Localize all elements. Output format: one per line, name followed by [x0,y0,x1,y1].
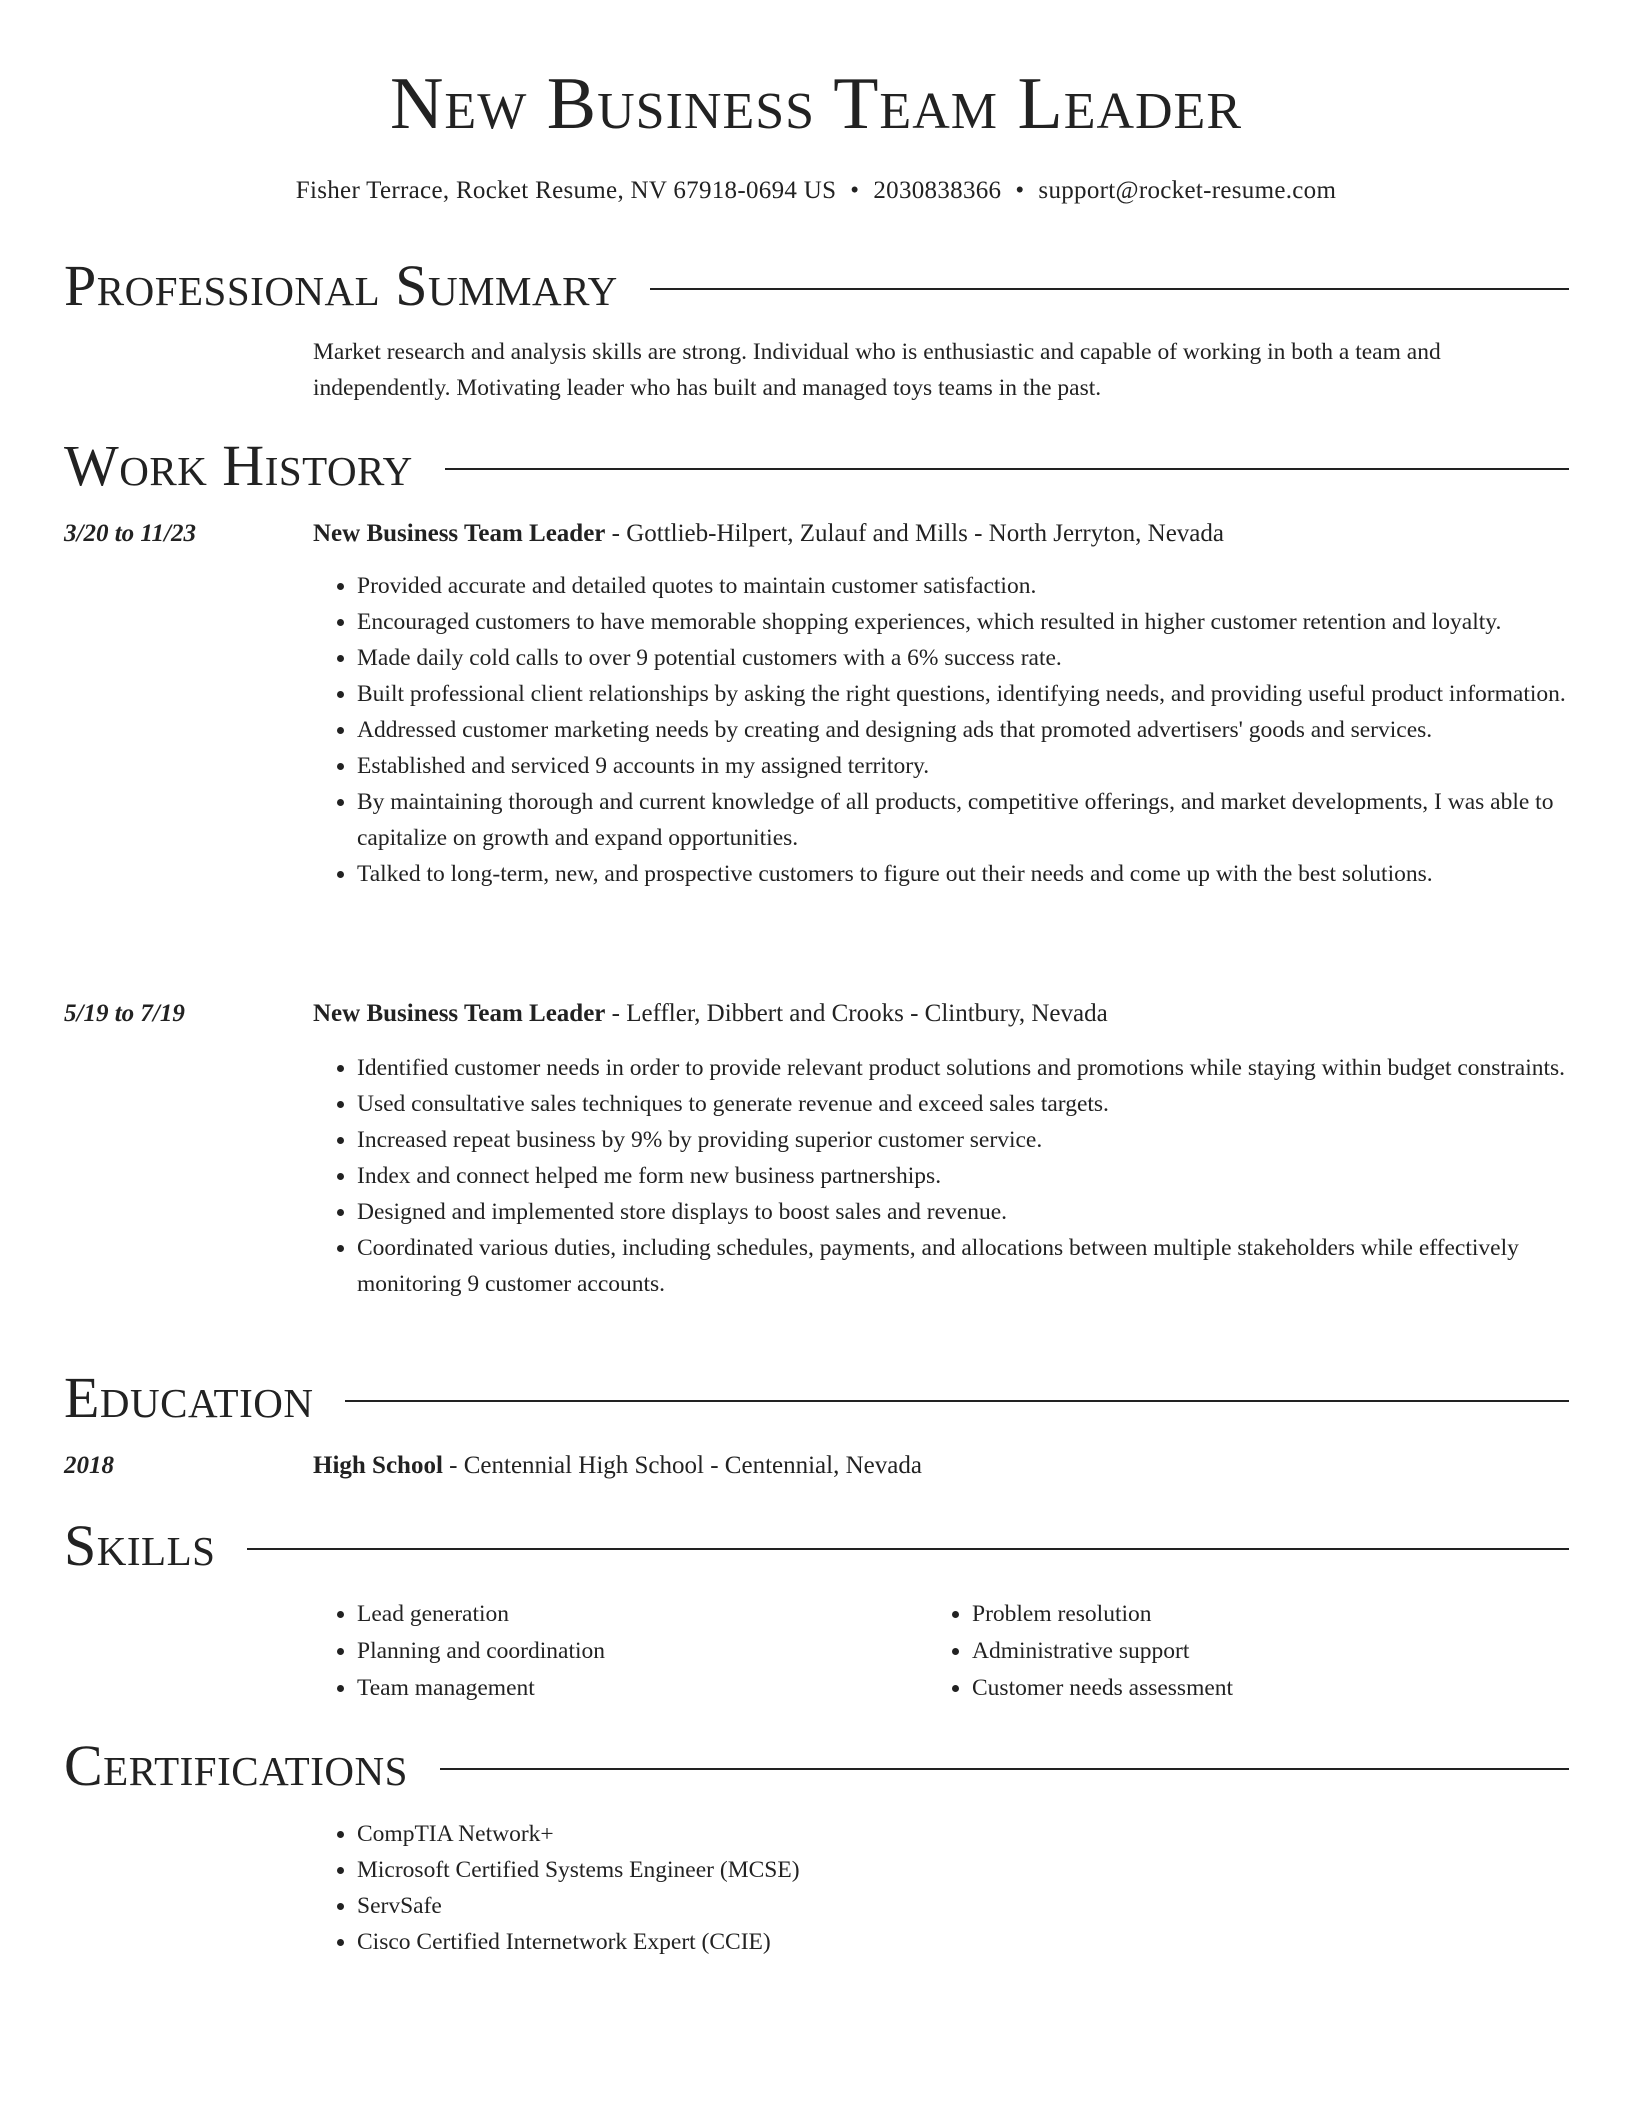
section-divider [247,1548,1569,1550]
contact-address: Fisher Terrace, Rocket Resume, NV 67918-0694 US [295,177,837,204]
section-divider [650,288,1569,290]
contact-separator: • [1015,177,1025,204]
contact-separator: • [850,177,860,204]
list-item: • CompTIA Network+ [357,1816,1613,1852]
list-item: • Addressed customer marketing needs by creating and designing ads that promoted advertisers' goods and services. [357,712,1613,748]
section-header-summary [64,254,1569,318]
contact-phone: 2030838366 [873,177,1002,204]
list-item: • Customer needs assessment [972,1670,1572,1707]
job-bullets [313,568,1613,892]
list-item: • By maintaining thorough and current knowledge of all products, competitive offerings, and market developments, I was able to capitalize on growth and expand opportunities. [357,784,1613,856]
list-item: • Built professional client relationships by asking the right questions, identifying needs, and providing useful product information. [357,676,1613,712]
job-employer-location: - Gottlieb-Hilpert, Zulauf and Mills - North Jerryton, Nevada [605,520,1224,547]
section-header-skills [64,1514,1569,1578]
section-header-work-history [64,434,1569,498]
section-title-skills: Skills [64,1513,216,1578]
list-item: • Problem resolution [972,1596,1572,1633]
list-item: • Talked to long-term, new, and prospective customers to figure out their needs and come up with the best solutions. [357,856,1613,892]
section-title-summary: Professional Summary [64,253,618,318]
list-item: • Established and serviced 9 accounts in my assigned territory. [357,748,1613,784]
job-bullets [313,1050,1613,1302]
list-item: • Cisco Certified Internetwork Expert (CCIE) [357,1924,1613,1960]
job-dates: 5/19 to 7/19 [64,1000,185,1027]
summary-text: Market research and analysis skills are strong. Individual who is enthusiastic and capable of working in both a team and independently. Motivating leader who has built and managed toys teams in the past. [313,339,1441,401]
list-item: • Designed and implemented store displays to boost sales and revenue. [357,1194,1613,1230]
list-item: • Planning and coordination [357,1633,917,1670]
job-role: New Business Team Leader [313,1000,606,1027]
list-item: • Team management [357,1670,917,1707]
skills-list-right [928,1596,1572,1707]
job-dates: 3/20 to 11/23 [64,520,196,547]
list-item: • Administrative support [972,1633,1572,1670]
job-employer-location: - Leffler, Dibbert and Crooks - Clintbury, Nevada [605,1000,1108,1027]
job-title-line [313,996,1569,1032]
list-item: • Identified customer needs in order to provide relevant product solutions and promotions while staying within budget constraints. [357,1050,1613,1086]
list-item: • Used consultative sales techniques to generate revenue and exceed sales targets. [357,1086,1613,1122]
skills-list-left [313,1596,917,1707]
section-header-certifications [64,1734,1569,1798]
list-item: • Lead generation [357,1596,917,1633]
candidate-name: New Business Team Leader [389,63,1243,145]
list-item: • Microsoft Certified Systems Engineer (MCSE) [357,1852,1613,1888]
section-divider [445,468,1569,470]
education-line [313,1448,1569,1484]
education-school-location: - Centennial High School - Centennial, Nevada [442,1452,922,1479]
section-title-education: Education [64,1365,314,1430]
education-degree: High School [313,1452,443,1479]
contact-email: support@rocket-resume.com [1038,177,1337,204]
list-item: • Increased repeat business by 9% by providing superior customer service. [357,1122,1613,1158]
section-header-education [64,1366,1569,1430]
contact-line [0,174,1632,208]
section-divider [440,1768,1569,1770]
list-item: • Index and connect helped me form new business partnerships. [357,1158,1613,1194]
job-title-line [313,516,1569,552]
job-role: New Business Team Leader [313,520,606,547]
list-item: • Coordinated various duties, including schedules, payments, and allocations between multiple stakeholders while effectively monitoring 9 customer accounts. [357,1230,1613,1302]
section-title-certifications: Certifications [64,1733,408,1798]
section-divider [345,1400,1569,1402]
education-year: 2018 [64,1452,114,1479]
section-title-work-history: Work History [64,433,413,498]
list-item: • Provided accurate and detailed quotes to maintain customer satisfaction. [357,568,1613,604]
list-item: • ServSafe [357,1888,1613,1924]
list-item: • Encouraged customers to have memorable shopping experiences, which resulted in higher customer retention and loyalty. [357,604,1613,640]
certifications-list [313,1816,1613,1960]
list-item: • Made daily cold calls to over 9 potential customers with a 6% success rate. [357,640,1613,676]
